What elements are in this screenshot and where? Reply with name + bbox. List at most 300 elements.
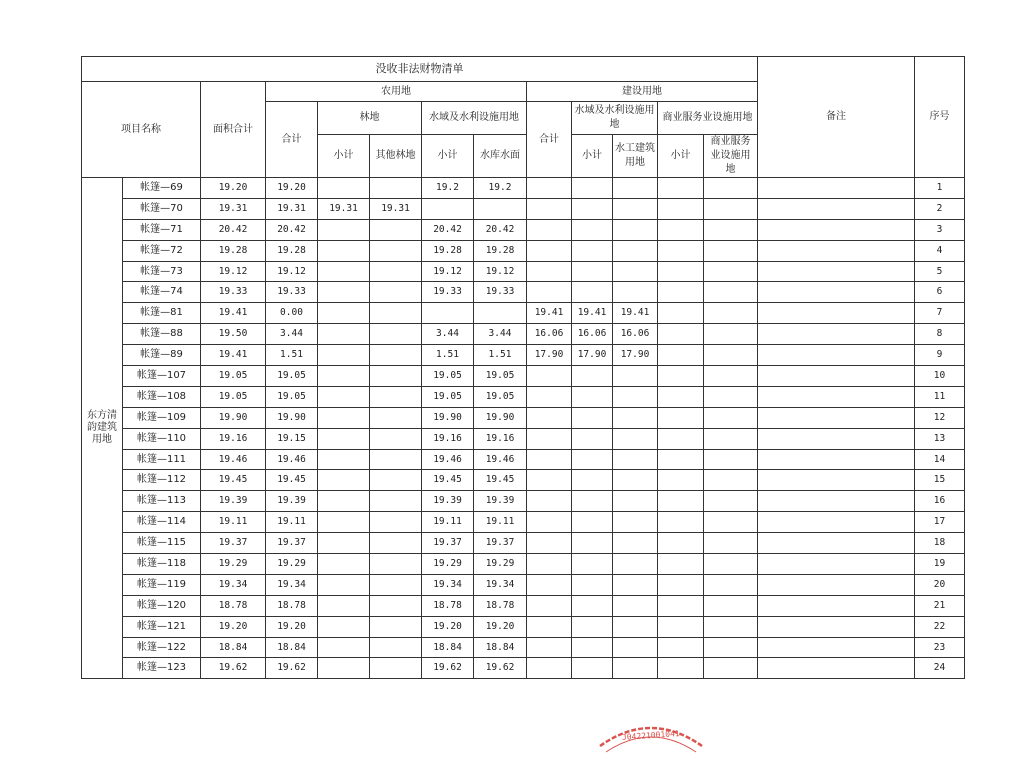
- water-subtotal-cell: 19.33: [422, 282, 474, 303]
- forest-subtotal-cell: [318, 303, 370, 324]
- commercial-subtotal-cell: [658, 282, 704, 303]
- water-subtotal-cell: 19.2: [422, 178, 474, 199]
- property-table: [81, 56, 965, 679]
- water-subtotal-cell: 19.16: [422, 428, 474, 449]
- hydraulic-land-cell: [613, 282, 658, 303]
- area-cell: 19.20: [201, 178, 266, 199]
- construction-water-subtotal-cell: [572, 407, 613, 428]
- forest-subtotal-cell: [318, 428, 370, 449]
- commercial-land-cell: [704, 324, 758, 345]
- construction-total-cell: [527, 616, 572, 637]
- water-subtotal-cell: 19.45: [422, 470, 474, 491]
- construction-total-cell: [527, 386, 572, 407]
- table-row: [82, 574, 965, 595]
- header-construction-total: 合计: [527, 102, 572, 178]
- table-row: [82, 407, 965, 428]
- serial-cell: 11: [915, 386, 965, 407]
- hydraulic-land-cell: [613, 470, 658, 491]
- forest-subtotal-cell: [318, 324, 370, 345]
- other-forest-cell: [370, 595, 422, 616]
- header-agri-total: 合计: [266, 102, 318, 178]
- notes-cell: [758, 261, 915, 282]
- commercial-land-cell: [704, 533, 758, 554]
- project-name-cell: 帐篷—107: [123, 366, 201, 387]
- table-row: [82, 386, 965, 407]
- construction-total-cell: [527, 658, 572, 679]
- water-subtotal-cell: [422, 198, 474, 219]
- seal-icon: [596, 716, 706, 756]
- construction-water-subtotal-cell: [572, 637, 613, 658]
- construction-water-subtotal-cell: [572, 512, 613, 533]
- commercial-subtotal-cell: [658, 366, 704, 387]
- commercial-land-cell: [704, 616, 758, 637]
- other-forest-cell: [370, 470, 422, 491]
- hydraulic-land-cell: [613, 595, 658, 616]
- table-row: [82, 428, 965, 449]
- other-forest-cell: [370, 554, 422, 575]
- agri-total-cell: 3.44: [266, 324, 318, 345]
- other-forest-cell: [370, 512, 422, 533]
- commercial-subtotal-cell: [658, 595, 704, 616]
- project-name-cell: 帐篷—122: [123, 637, 201, 658]
- water-subtotal-cell: [422, 303, 474, 324]
- project-name-cell: 帐篷—72: [123, 240, 201, 261]
- construction-total-cell: [527, 595, 572, 616]
- agri-total-cell: 19.20: [266, 616, 318, 637]
- area-cell: 20.42: [201, 219, 266, 240]
- water-subtotal-cell: 19.05: [422, 366, 474, 387]
- header-reservoir-surface: 水库水面: [474, 135, 527, 178]
- area-cell: 19.05: [201, 386, 266, 407]
- forest-subtotal-cell: [318, 554, 370, 575]
- agri-total-cell: 19.05: [266, 386, 318, 407]
- agri-total-cell: 1.51: [266, 345, 318, 366]
- construction-water-subtotal-cell: [572, 240, 613, 261]
- reservoir-cell: 19.12: [474, 261, 527, 282]
- water-subtotal-cell: 19.29: [422, 554, 474, 575]
- table-row: [82, 219, 965, 240]
- construction-water-subtotal-cell: [572, 261, 613, 282]
- forest-subtotal-cell: 19.31: [318, 198, 370, 219]
- forest-subtotal-cell: [318, 574, 370, 595]
- other-forest-cell: [370, 261, 422, 282]
- commercial-subtotal-cell: [658, 407, 704, 428]
- area-cell: 19.45: [201, 470, 266, 491]
- commercial-subtotal-cell: [658, 554, 704, 575]
- commercial-subtotal-cell: [658, 637, 704, 658]
- other-forest-cell: [370, 282, 422, 303]
- agri-total-cell: 19.62: [266, 658, 318, 679]
- project-name-cell: 帐篷—73: [123, 261, 201, 282]
- construction-total-cell: [527, 366, 572, 387]
- other-forest-cell: [370, 637, 422, 658]
- hydraulic-land-cell: [613, 407, 658, 428]
- agri-total-cell: 19.20: [266, 178, 318, 199]
- notes-cell: [758, 303, 915, 324]
- commercial-subtotal-cell: [658, 491, 704, 512]
- forest-subtotal-cell: [318, 178, 370, 199]
- notes-cell: [758, 240, 915, 261]
- notes-cell: [758, 407, 915, 428]
- construction-total-cell: 16.06: [527, 324, 572, 345]
- construction-water-subtotal-cell: 19.41: [572, 303, 613, 324]
- construction-water-subtotal-cell: [572, 470, 613, 491]
- header-forest-subtotal: 小计: [318, 135, 370, 178]
- serial-cell: 5: [915, 261, 965, 282]
- notes-cell: [758, 470, 915, 491]
- project-name-cell: 帐篷—74: [123, 282, 201, 303]
- reservoir-cell: 19.33: [474, 282, 527, 303]
- header-water-facility-land: 水域及水利设施用地: [422, 102, 527, 135]
- agri-total-cell: 19.31: [266, 198, 318, 219]
- serial-cell: 17: [915, 512, 965, 533]
- other-forest-cell: [370, 616, 422, 637]
- serial-cell: 2: [915, 198, 965, 219]
- reservoir-cell: 19.05: [474, 366, 527, 387]
- project-name-cell: 帐篷—121: [123, 616, 201, 637]
- construction-water-subtotal-cell: [572, 533, 613, 554]
- other-forest-cell: [370, 449, 422, 470]
- water-subtotal-cell: 19.12: [422, 261, 474, 282]
- commercial-land-cell: [704, 658, 758, 679]
- header-construction-land: 建设用地: [527, 82, 758, 102]
- table-row: [82, 282, 965, 303]
- area-cell: 18.78: [201, 595, 266, 616]
- table-row: [82, 470, 965, 491]
- header-agricultural-land: 农用地: [266, 82, 527, 102]
- header-area-total: 面积合计: [201, 82, 266, 178]
- header-construction-water-facility: 水域及水利设施用地: [572, 102, 658, 135]
- other-forest-cell: 19.31: [370, 198, 422, 219]
- water-subtotal-cell: 1.51: [422, 345, 474, 366]
- forest-subtotal-cell: [318, 407, 370, 428]
- construction-total-cell: [527, 219, 572, 240]
- table-row: [82, 658, 965, 679]
- table-row: [82, 198, 965, 219]
- water-subtotal-cell: 19.11: [422, 512, 474, 533]
- official-seal-fragment: [596, 716, 706, 743]
- commercial-subtotal-cell: [658, 178, 704, 199]
- other-forest-cell: [370, 428, 422, 449]
- notes-cell: [758, 366, 915, 387]
- commercial-subtotal-cell: [658, 574, 704, 595]
- construction-total-cell: [527, 554, 572, 575]
- serial-cell: 3: [915, 219, 965, 240]
- other-forest-cell: [370, 658, 422, 679]
- area-cell: 19.31: [201, 198, 266, 219]
- header-commercial-facility-land: 商业服务业设施用地: [704, 135, 758, 178]
- agri-total-cell: 19.39: [266, 491, 318, 512]
- serial-cell: 19: [915, 554, 965, 575]
- commercial-land-cell: [704, 407, 758, 428]
- agri-total-cell: 19.90: [266, 407, 318, 428]
- forest-subtotal-cell: [318, 512, 370, 533]
- agri-total-cell: 19.37: [266, 533, 318, 554]
- commercial-land-cell: [704, 449, 758, 470]
- reservoir-cell: 18.84: [474, 637, 527, 658]
- construction-water-subtotal-cell: [572, 198, 613, 219]
- reservoir-cell: 18.78: [474, 595, 527, 616]
- forest-subtotal-cell: [318, 595, 370, 616]
- serial-cell: 16: [915, 491, 965, 512]
- construction-total-cell: [527, 533, 572, 554]
- reservoir-cell: 19.46: [474, 449, 527, 470]
- confiscated-property-sheet: [81, 56, 964, 679]
- group-label: 东方清韵建筑用地: [82, 178, 123, 679]
- area-cell: 19.34: [201, 574, 266, 595]
- area-cell: 19.33: [201, 282, 266, 303]
- serial-cell: 23: [915, 637, 965, 658]
- commercial-subtotal-cell: [658, 219, 704, 240]
- forest-subtotal-cell: [318, 637, 370, 658]
- table-row: [82, 324, 965, 345]
- hydraulic-land-cell: [613, 512, 658, 533]
- table-row: [82, 554, 965, 575]
- area-cell: 19.29: [201, 554, 266, 575]
- agri-total-cell: 19.46: [266, 449, 318, 470]
- reservoir-cell: 19.39: [474, 491, 527, 512]
- commercial-land-cell: [704, 512, 758, 533]
- construction-water-subtotal-cell: [572, 282, 613, 303]
- reservoir-cell: 19.62: [474, 658, 527, 679]
- water-subtotal-cell: 19.37: [422, 533, 474, 554]
- agri-total-cell: 19.11: [266, 512, 318, 533]
- table-row: [82, 512, 965, 533]
- area-cell: 19.62: [201, 658, 266, 679]
- construction-total-cell: [527, 240, 572, 261]
- agri-total-cell: 19.05: [266, 366, 318, 387]
- commercial-subtotal-cell: [658, 449, 704, 470]
- serial-cell: 1: [915, 178, 965, 199]
- forest-subtotal-cell: [318, 616, 370, 637]
- table-body: [82, 178, 965, 679]
- notes-cell: [758, 574, 915, 595]
- commercial-land-cell: [704, 282, 758, 303]
- construction-water-subtotal-cell: 17.90: [572, 345, 613, 366]
- water-subtotal-cell: 19.20: [422, 616, 474, 637]
- other-forest-cell: [370, 303, 422, 324]
- commercial-land-cell: [704, 574, 758, 595]
- hydraulic-land-cell: 19.41: [613, 303, 658, 324]
- forest-subtotal-cell: [318, 366, 370, 387]
- project-name-cell: 帐篷—109: [123, 407, 201, 428]
- project-name-cell: 帐篷—112: [123, 470, 201, 491]
- other-forest-cell: [370, 178, 422, 199]
- construction-total-cell: [527, 428, 572, 449]
- serial-cell: 12: [915, 407, 965, 428]
- hydraulic-land-cell: [613, 574, 658, 595]
- notes-cell: [758, 658, 915, 679]
- other-forest-cell: [370, 574, 422, 595]
- commercial-land-cell: [704, 345, 758, 366]
- commercial-subtotal-cell: [658, 240, 704, 261]
- reservoir-cell: 19.16: [474, 428, 527, 449]
- serial-cell: 13: [915, 428, 965, 449]
- area-cell: 19.50: [201, 324, 266, 345]
- notes-cell: [758, 616, 915, 637]
- reservoir-cell: 19.11: [474, 512, 527, 533]
- serial-cell: 24: [915, 658, 965, 679]
- forest-subtotal-cell: [318, 658, 370, 679]
- reservoir-cell: 19.28: [474, 240, 527, 261]
- commercial-land-cell: [704, 637, 758, 658]
- notes-cell: [758, 554, 915, 575]
- commercial-land-cell: [704, 198, 758, 219]
- construction-water-subtotal-cell: [572, 178, 613, 199]
- construction-water-subtotal-cell: [572, 616, 613, 637]
- forest-subtotal-cell: [318, 282, 370, 303]
- commercial-land-cell: [704, 491, 758, 512]
- water-subtotal-cell: 19.62: [422, 658, 474, 679]
- serial-cell: 4: [915, 240, 965, 261]
- hydraulic-land-cell: [613, 366, 658, 387]
- forest-subtotal-cell: [318, 219, 370, 240]
- reservoir-cell: 19.05: [474, 386, 527, 407]
- construction-total-cell: [527, 637, 572, 658]
- area-cell: 19.28: [201, 240, 266, 261]
- notes-cell: [758, 219, 915, 240]
- hydraulic-land-cell: [613, 428, 658, 449]
- table-row: [82, 449, 965, 470]
- hydraulic-land-cell: [613, 658, 658, 679]
- project-name-cell: 帐篷—89: [123, 345, 201, 366]
- other-forest-cell: [370, 533, 422, 554]
- table-title: 没收非法财物清单: [82, 57, 758, 82]
- area-cell: 19.05: [201, 366, 266, 387]
- construction-water-subtotal-cell: [572, 491, 613, 512]
- reservoir-cell: [474, 303, 527, 324]
- water-subtotal-cell: 19.34: [422, 574, 474, 595]
- commercial-land-cell: [704, 428, 758, 449]
- area-cell: 19.12: [201, 261, 266, 282]
- notes-cell: [758, 637, 915, 658]
- project-name-cell: 帐篷—69: [123, 178, 201, 199]
- hydraulic-land-cell: [613, 449, 658, 470]
- agri-total-cell: 19.28: [266, 240, 318, 261]
- construction-water-subtotal-cell: [572, 574, 613, 595]
- commercial-subtotal-cell: [658, 198, 704, 219]
- area-cell: 19.46: [201, 449, 266, 470]
- reservoir-cell: 20.42: [474, 219, 527, 240]
- table-row: [82, 345, 965, 366]
- serial-cell: 21: [915, 595, 965, 616]
- construction-total-cell: 17.90: [527, 345, 572, 366]
- other-forest-cell: [370, 345, 422, 366]
- construction-total-cell: [527, 407, 572, 428]
- reservoir-cell: 19.2: [474, 178, 527, 199]
- construction-total-cell: [527, 198, 572, 219]
- header-commercial-subtotal: 小计: [658, 135, 704, 178]
- hydraulic-land-cell: [613, 491, 658, 512]
- construction-total-cell: [527, 261, 572, 282]
- header-water-subtotal: 小计: [422, 135, 474, 178]
- water-subtotal-cell: 18.78: [422, 595, 474, 616]
- reservoir-cell: 19.45: [474, 470, 527, 491]
- construction-water-subtotal-cell: [572, 428, 613, 449]
- notes-cell: [758, 533, 915, 554]
- commercial-land-cell: [704, 595, 758, 616]
- water-subtotal-cell: 19.90: [422, 407, 474, 428]
- construction-water-subtotal-cell: [572, 554, 613, 575]
- header-notes: 备注: [758, 57, 915, 178]
- agri-total-cell: 19.45: [266, 470, 318, 491]
- construction-water-subtotal-cell: [572, 449, 613, 470]
- project-name-cell: 帐篷—115: [123, 533, 201, 554]
- serial-cell: 7: [915, 303, 965, 324]
- commercial-subtotal-cell: [658, 345, 704, 366]
- notes-cell: [758, 324, 915, 345]
- construction-total-cell: [527, 491, 572, 512]
- hydraulic-land-cell: [613, 219, 658, 240]
- hydraulic-land-cell: [613, 240, 658, 261]
- agri-total-cell: 19.33: [266, 282, 318, 303]
- reservoir-cell: 19.29: [474, 554, 527, 575]
- agri-total-cell: 0.00: [266, 303, 318, 324]
- hydraulic-land-cell: 16.06: [613, 324, 658, 345]
- table-row: [82, 303, 965, 324]
- forest-subtotal-cell: [318, 240, 370, 261]
- serial-cell: 22: [915, 616, 965, 637]
- commercial-land-cell: [704, 386, 758, 407]
- reservoir-cell: 3.44: [474, 324, 527, 345]
- agri-total-cell: 18.84: [266, 637, 318, 658]
- construction-water-subtotal-cell: [572, 386, 613, 407]
- area-cell: 19.11: [201, 512, 266, 533]
- commercial-subtotal-cell: [658, 324, 704, 345]
- forest-subtotal-cell: [318, 491, 370, 512]
- commercial-subtotal-cell: [658, 470, 704, 491]
- construction-water-subtotal-cell: [572, 658, 613, 679]
- water-subtotal-cell: 19.28: [422, 240, 474, 261]
- header-forest-land: 林地: [318, 102, 422, 135]
- other-forest-cell: [370, 491, 422, 512]
- header-constr-water-subtotal: 小计: [572, 135, 613, 178]
- notes-cell: [758, 449, 915, 470]
- commercial-land-cell: [704, 470, 758, 491]
- area-cell: 19.41: [201, 303, 266, 324]
- table-row: [82, 595, 965, 616]
- commercial-land-cell: [704, 240, 758, 261]
- construction-total-cell: 19.41: [527, 303, 572, 324]
- forest-subtotal-cell: [318, 533, 370, 554]
- svg-text:J04221001041: J04221001041: [621, 729, 680, 743]
- table-row: [82, 637, 965, 658]
- header-project-name: 项目名称: [82, 82, 201, 178]
- forest-subtotal-cell: [318, 261, 370, 282]
- serial-cell: 14: [915, 449, 965, 470]
- forest-subtotal-cell: [318, 449, 370, 470]
- table-row: [82, 261, 965, 282]
- commercial-land-cell: [704, 219, 758, 240]
- reservoir-cell: 19.34: [474, 574, 527, 595]
- hydraulic-land-cell: [613, 616, 658, 637]
- hydraulic-land-cell: [613, 386, 658, 407]
- reservoir-cell: 19.37: [474, 533, 527, 554]
- construction-water-subtotal-cell: 16.06: [572, 324, 613, 345]
- serial-cell: 8: [915, 324, 965, 345]
- notes-cell: [758, 512, 915, 533]
- commercial-subtotal-cell: [658, 261, 704, 282]
- hydraulic-land-cell: [613, 637, 658, 658]
- notes-cell: [758, 178, 915, 199]
- serial-cell: 15: [915, 470, 965, 491]
- table-row: [82, 178, 965, 199]
- commercial-subtotal-cell: [658, 512, 704, 533]
- construction-water-subtotal-cell: [572, 219, 613, 240]
- table-row: [82, 240, 965, 261]
- hydraulic-land-cell: [613, 261, 658, 282]
- reservoir-cell: 19.90: [474, 407, 527, 428]
